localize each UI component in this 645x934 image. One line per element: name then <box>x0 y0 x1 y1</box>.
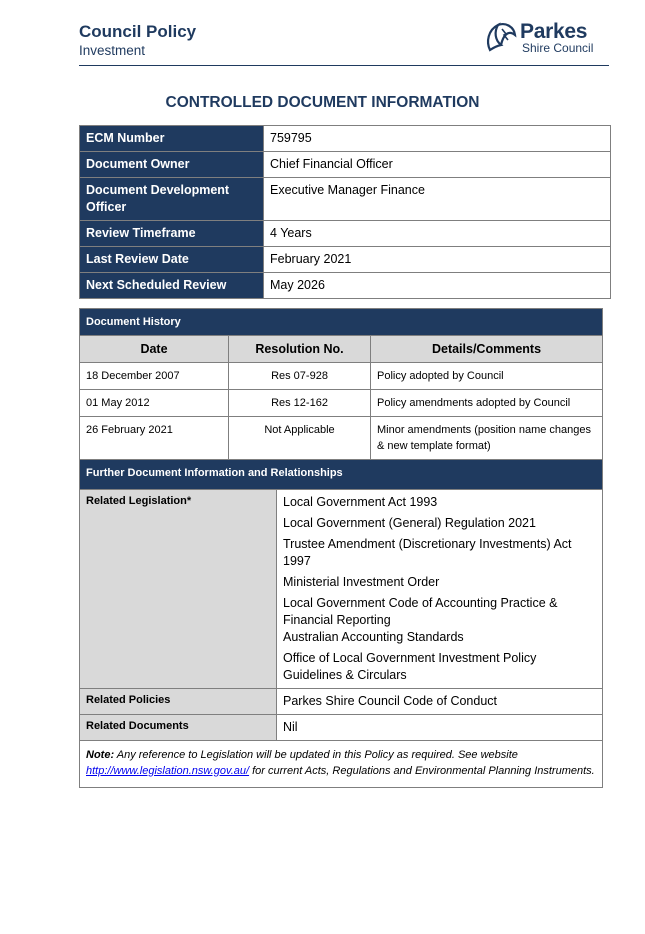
legislation-item: Local Government (General) Regulation 2021 <box>283 516 536 530</box>
note-body: Any reference to Legislation will be updated in this Policy as required. See website <box>114 749 518 761</box>
history-details: Policy adopted by Council <box>371 363 603 390</box>
history-resolution: Res 07-928 <box>229 363 371 390</box>
further-info-table <box>79 459 603 788</box>
note-label: Note: <box>86 749 115 761</box>
table-row <box>80 126 611 152</box>
page-title: CONTROLLED DOCUMENT INFORMATION <box>165 94 480 111</box>
column-header: Resolution No. <box>229 336 371 363</box>
row-value: February 2021 <box>264 247 611 273</box>
column-header: Date <box>80 336 229 363</box>
legislation-item: Trustee Amendment (Discretionary Investments) Act 1997 <box>283 537 572 568</box>
document-history-table <box>79 308 603 460</box>
logo-subtitle: Shire Council <box>522 41 594 55</box>
logo-name: Parkes <box>520 20 588 43</box>
row-label: Last Review Date <box>80 247 264 273</box>
history-details: Policy amendments adopted by Council <box>371 390 603 417</box>
header-title: Council Policy <box>79 22 197 41</box>
history-details: Minor amendments (position name changes & new template format) <box>371 417 603 460</box>
legislation-item: Office of Local Government Investment Policy Guidelines & Circulars <box>283 651 537 682</box>
legislation-item: Australian Accounting Standards <box>283 630 464 644</box>
table-row <box>80 221 611 247</box>
row-value: 4 Years <box>264 221 611 247</box>
table-row <box>80 689 603 715</box>
history-date: 26 February 2021 <box>80 417 229 460</box>
table-row <box>80 152 611 178</box>
history-resolution: Res 12-162 <box>229 390 371 417</box>
documents-value: Nil <box>277 715 603 741</box>
table-row <box>80 247 611 273</box>
table-row <box>80 490 603 689</box>
council-logo <box>484 18 609 58</box>
controlled-info-table <box>79 125 611 299</box>
legislation-list <box>277 490 603 689</box>
column-header: Details/Comments <box>371 336 603 363</box>
header-subtitle: Investment <box>79 43 146 58</box>
row-label: Document Owner <box>80 152 264 178</box>
history-title: Document History <box>80 309 603 336</box>
row-label: Review Timeframe <box>80 221 264 247</box>
row-label: Next Scheduled Review <box>80 273 264 299</box>
legislation-item: Ministerial Investment Order <box>283 575 440 589</box>
table-row <box>80 390 603 417</box>
note-text <box>80 741 603 788</box>
history-resolution: Not Applicable <box>229 417 371 460</box>
table-header-row <box>80 309 603 336</box>
row-label: ECM Number <box>80 126 264 152</box>
policies-label: Related Policies <box>80 689 277 715</box>
table-row <box>80 715 603 741</box>
policies-value: Parkes Shire Council Code of Conduct <box>277 689 603 715</box>
table-row <box>80 178 611 221</box>
page-header <box>79 18 609 66</box>
legislation-item: Local Government Code of Accounting Practice & Financial Reporting <box>283 596 558 627</box>
table-header-row <box>80 460 603 490</box>
legislation-link[interactable]: http://www.legislation.nsw.gov.au/ <box>86 764 250 777</box>
row-value: 759795 <box>264 126 611 152</box>
further-title: Further Document Information and Relationships <box>80 460 603 490</box>
table-row <box>80 417 603 460</box>
row-value: Executive Manager Finance <box>264 178 611 221</box>
documents-label: Related Documents <box>80 715 277 741</box>
history-date: 01 May 2012 <box>80 390 229 417</box>
note-body-end: for current Acts, Regulations and Environmental Planning Instruments. <box>249 764 595 777</box>
table-row <box>80 363 603 390</box>
column-header-row <box>80 336 603 363</box>
legislation-label: Related Legislation* <box>80 490 277 689</box>
parkes-logo-icon <box>484 20 518 54</box>
row-value: May 2026 <box>264 273 611 299</box>
row-value: Chief Financial Officer <box>264 152 611 178</box>
row-label: Document Development Officer <box>80 178 264 221</box>
legislation-item: Local Government Act 1993 <box>283 495 438 509</box>
history-date: 18 December 2007 <box>80 363 229 390</box>
table-row <box>80 273 611 299</box>
table-row <box>80 741 603 788</box>
